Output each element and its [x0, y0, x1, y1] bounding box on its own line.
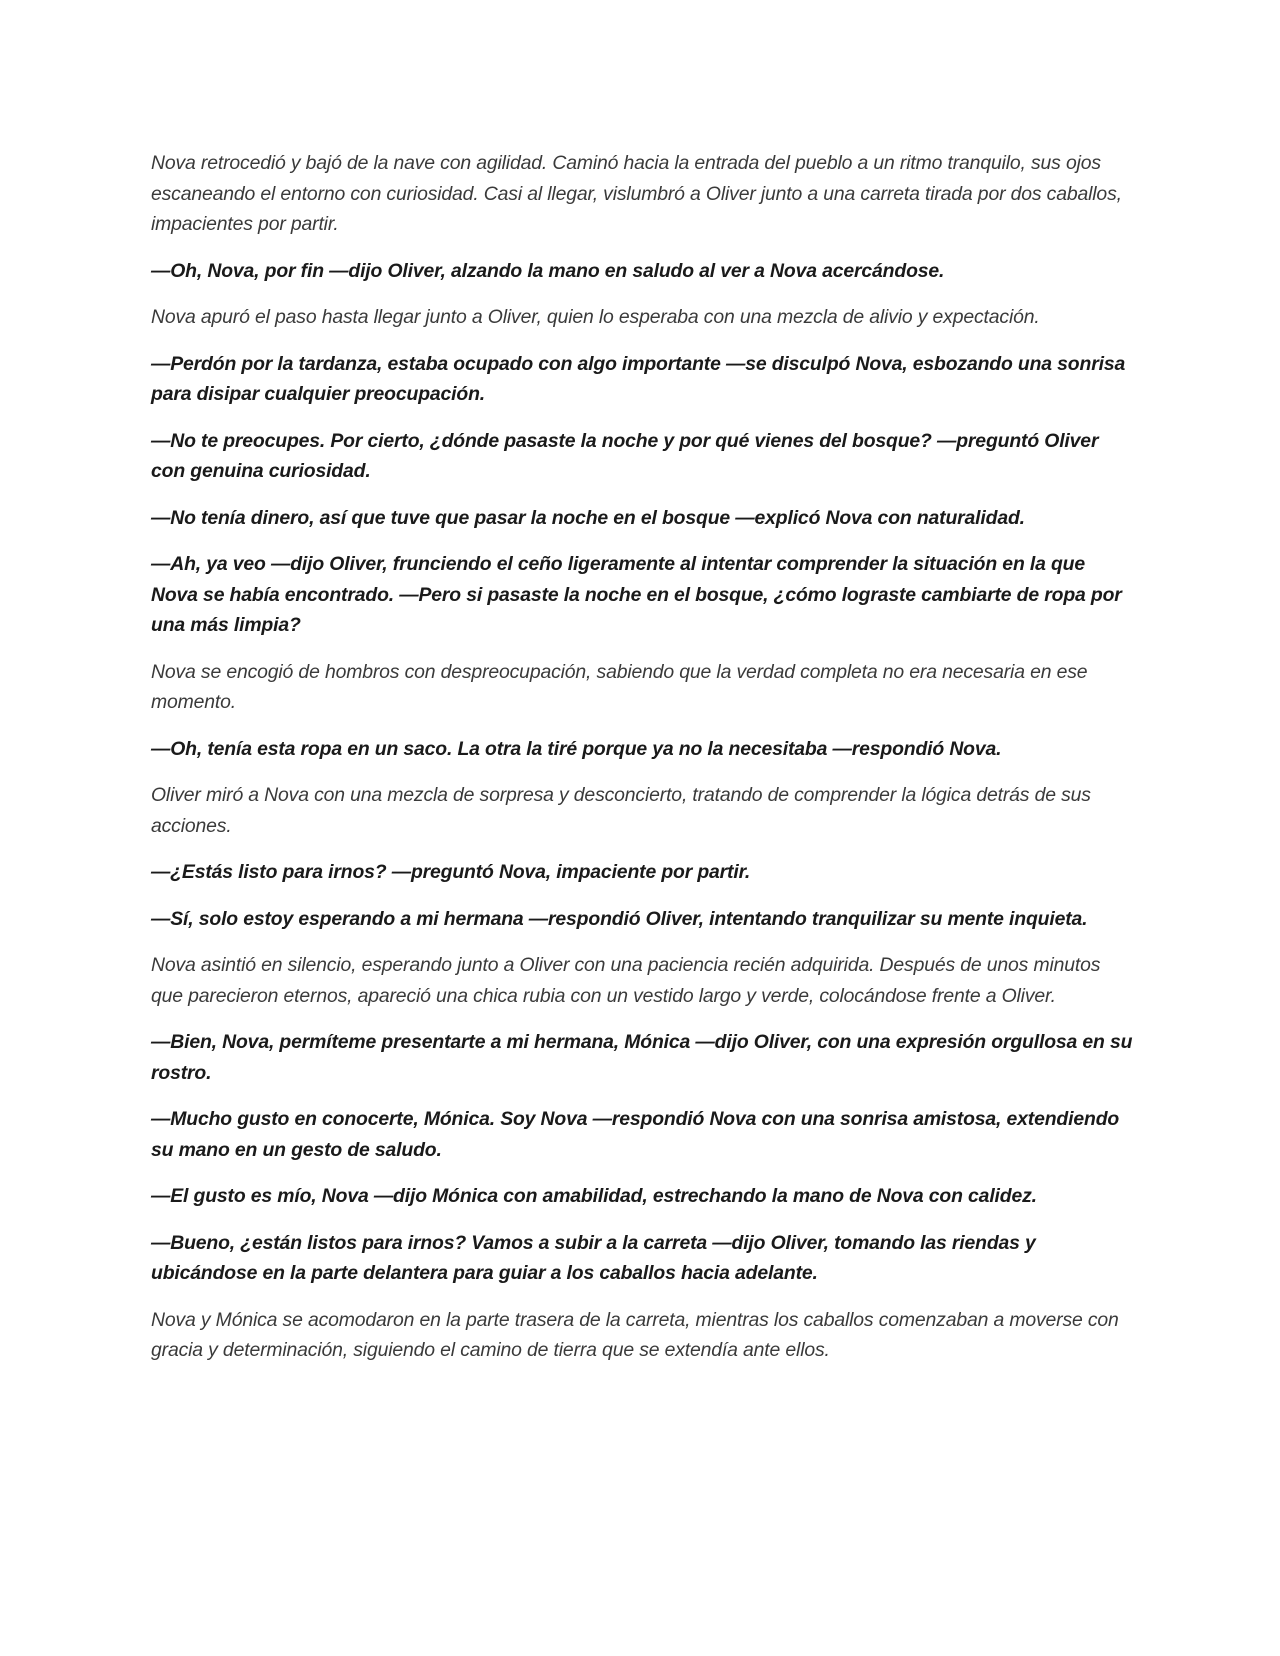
- dialogue-paragraph: —Bien, Nova, permíteme presentarte a mi hermana, Mónica —dijo Oliver, con una expresión orgullosa en su rostro.: [151, 1031, 1133, 1084]
- dialogue-paragraph: —No te preocupes. Por cierto, ¿dónde pasaste la noche y por qué vienes del bosque? —preguntó Oliver con genuina curiosidad.: [151, 429, 1099, 482]
- document-body: [151, 148, 1136, 1382]
- dialogue-paragraph: —Bueno, ¿están listos para irnos? Vamos a subir a la carreta —dijo Oliver, tomando las riendas y ubicándose en la parte delantera para guiar a los caballos hacia adelante.: [151, 1231, 1036, 1284]
- dialogue-paragraph: —Oh, tenía esta ropa en un saco. La otra la tiré porque ya no la necesitaba —respondió Nova.: [151, 737, 1002, 760]
- narration-paragraph: Nova se encogió de hombros con despreocupación, sabiendo que la verdad completa no era necesaria en ese momento.: [151, 660, 1088, 713]
- dialogue-paragraph: —¿Estás listo para irnos? —preguntó Nova, impaciente por partir.: [151, 861, 751, 883]
- narration-paragraph: Nova asintió en silencio, esperando junto a Oliver con una paciencia recién adquirida. Después de unos minutos que parecieron eternos, apareció una chica rubia con un vestido largo y verde, colocándose frente a Oliver.: [151, 954, 1101, 1007]
- narration-paragraph: Nova retrocedió y bajó de la nave con agilidad. Caminó hacia la entrada del pueblo a un ritmo tranquilo, sus ojos escaneando el entorno con curiosidad. Casi al llegar, vislumbró a Oliver junto a una carreta tirada por dos caballos, impacientes por partir.: [151, 152, 1122, 235]
- dialogue-paragraph: —No tenía dinero, así que tuve que pasar la noche en el bosque —explicó Nova con naturalidad.: [151, 506, 1025, 529]
- dialogue-paragraph: —Ah, ya veo —dijo Oliver, frunciendo el ceño ligeramente al intentar comprender la situación en la que Nova se había encontrado. —Pero si pasaste la noche en el bosque, ¿cómo lograste cambiarte de ropa por una más limpia?: [151, 553, 1122, 636]
- dialogue-paragraph: —Mucho gusto en conocerte, Mónica. Soy Nova —respondió Nova con una sonrisa amistosa, extendiendo su mano en un gesto de saludo.: [151, 1108, 1120, 1161]
- narration-paragraph: Nova apuró el paso hasta llegar junto a Oliver, quien lo esperaba con una mezcla de alivio y expectación.: [151, 306, 1040, 328]
- dialogue-paragraph: —Oh, Nova, por fin —dijo Oliver, alzando la mano en saludo al ver a Nova acercándose.: [151, 259, 945, 282]
- narration-paragraph: Nova y Mónica se acomodaron en la parte trasera de la carreta, mientras los caballos comenzaban a moverse con gracia y determinación, siguiendo el camino de tierra que se extendía ante ellos.: [151, 1308, 1119, 1361]
- dialogue-paragraph: —Perdón por la tardanza, estaba ocupado con algo importante —se disculpó Nova, esbozando una sonrisa para disipar cualquier preocupación.: [151, 352, 1126, 405]
- dialogue-paragraph: —El gusto es mío, Nova —dijo Mónica con amabilidad, estrechando la mano de Nova con calidez.: [151, 1185, 1037, 1207]
- dialogue-paragraph: —Sí, solo estoy esperando a mi hermana —respondió Oliver, intentando tranquilizar su mente inquieta.: [151, 907, 1088, 930]
- narration-paragraph: Oliver miró a Nova con una mezcla de sorpresa y desconcierto, tratando de comprender la lógica detrás de sus acciones.: [151, 784, 1091, 837]
